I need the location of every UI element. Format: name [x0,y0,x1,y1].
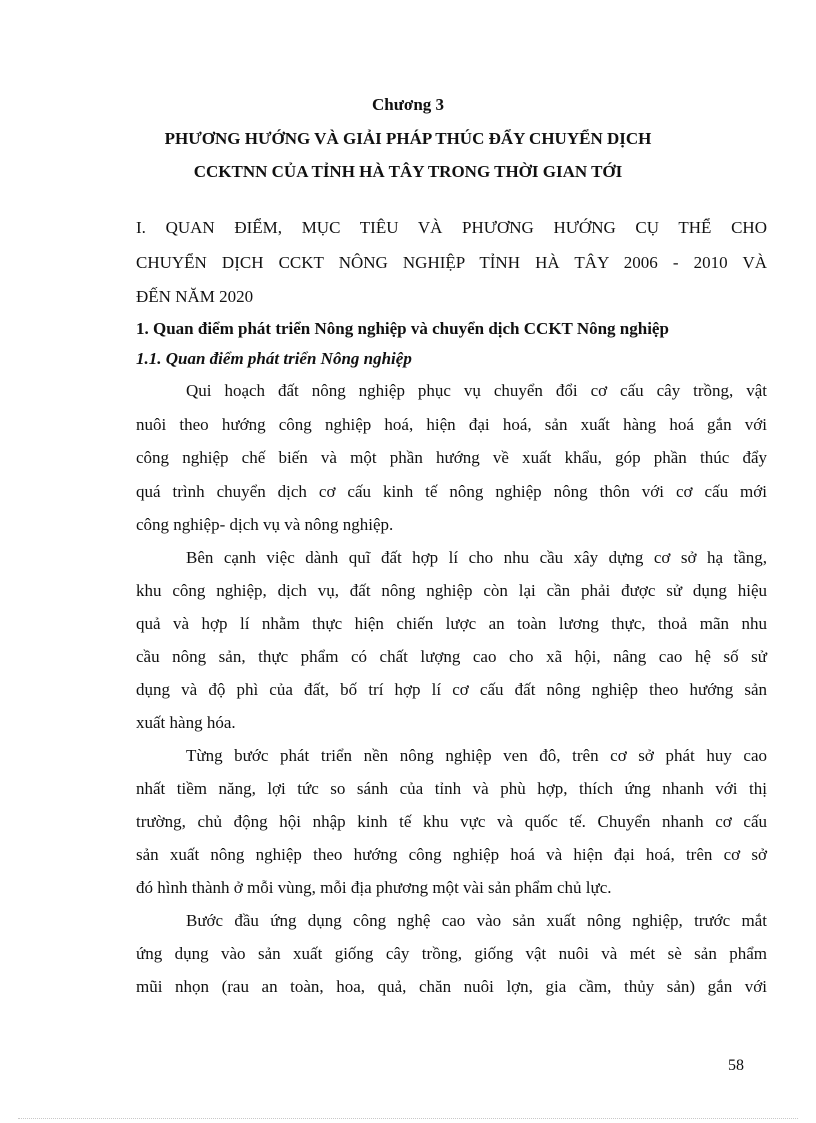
paragraph-1-line: Qui hoạch đất nông nghiệp phục vụ chuyển đổi cơ cấu cây trồng, vật [186,381,767,400]
paragraph-1-line: nuôi theo hướng công nghiệp hoá, hiện đại hoá, sản xuất hàng hoá gắn với [136,415,767,434]
page-bottom-divider [18,1118,798,1119]
paragraph-3-line: nhất tiềm năng, lợi tức so sánh của tỉnh và phù hợp, thích ứng nhanh với thị [136,779,767,798]
paragraph-2-line: dụng và độ phì của đất, bố trí hợp lí cơ cấu đất nông nghiệp theo hướng sản [136,680,767,699]
paragraph-2-line: khu công nghiệp, dịch vụ, đất nông nghiệp còn lại cần phải được sử dụng hiệu [136,581,767,600]
chapter-number: Chương 3 [371,95,445,114]
paragraph-3-line: trường, chủ động hội nhập kinh tế khu vực và quốc tế. Chuyển nhanh cơ cấu [136,812,767,831]
section-heading-line-2: CHUYỂN DỊCH CCKT NÔNG NGHIỆP TỈNH HÀ TÂY 2006 - 2010 VÀ [136,253,767,272]
paragraph-1-line: quá trình chuyển dịch cơ cấu kinh tế nông nghiệp nông thôn với cơ cấu mới [136,482,767,501]
subsection-heading: 1. Quan điểm phát triển Nông nghiệp và chuyển dịch CCKT Nông nghiệp [136,319,669,338]
chapter-title-line-1: PHƯƠNG HƯỚNG VÀ GIẢI PHÁP THÚC ĐẨY CHUYỂN DỊCH [164,129,652,148]
paragraph-2-line: quả và hợp lí nhằm thực hiện chiến lược an toàn lương thực, thoả mãn nhu [136,614,767,633]
paragraph-3-line: sản xuất nông nghiệp theo hướng công nghiệp hoá và hiện đại hoá, trên cơ sở [136,845,767,864]
chapter-title-line-2: CCKTNN CỦA TỈNH HÀ TÂY TRONG THỜI GIAN TỚI [193,162,623,181]
paragraph-4-line: ứng dụng vào sản xuất giống cây trồng, giống vật nuôi và mét sè sản phẩm [136,944,767,963]
sub-subsection-heading: 1.1. Quan điểm phát triển Nông nghiệp [136,349,412,368]
section-heading-line-3: ĐẾN NĂM 2020 [136,287,254,306]
paragraph-2-line: Bên cạnh việc dành quĩ đất hợp lí cho nhu cầu xây dựng cơ sở hạ tầng, [186,548,767,567]
paragraph-2-line: xuất hàng hóa. [136,713,236,732]
page-number: 58 [728,1057,744,1074]
paragraph-3-line: đó hình thành ở mỗi vùng, mỗi địa phương một vài sản phẩm chủ lực. [136,878,612,897]
section-heading-line-1: I. QUAN ĐIỂM, MỤC TIÊU VÀ PHƯƠNG HƯỚNG CỤ THỂ CHO [136,218,767,237]
paragraph-4-line: Bước đầu ứng dụng công nghệ cao vào sản xuất nông nghiệp, trước mắt [186,911,767,930]
paragraph-1-line: công nghiệp- dịch vụ và nông nghiệp. [136,515,394,534]
paragraph-4-line: mũi nhọn (rau an toàn, hoa, quả, chăn nuôi lợn, gia cầm, thủy sản) gắn với [136,977,767,996]
paragraph-3-line: Từng bước phát triển nền nông nghiệp ven đô, trên cơ sở phát huy cao [186,746,767,765]
paragraph-1-line: công nghiệp chế biến và một phần hướng về xuất khẩu, góp phần thúc đẩy [136,448,767,467]
paragraph-2-line: cầu nông sản, thực phẩm có chất lượng cao cho xã hội, nâng cao hệ số sử [136,647,767,666]
